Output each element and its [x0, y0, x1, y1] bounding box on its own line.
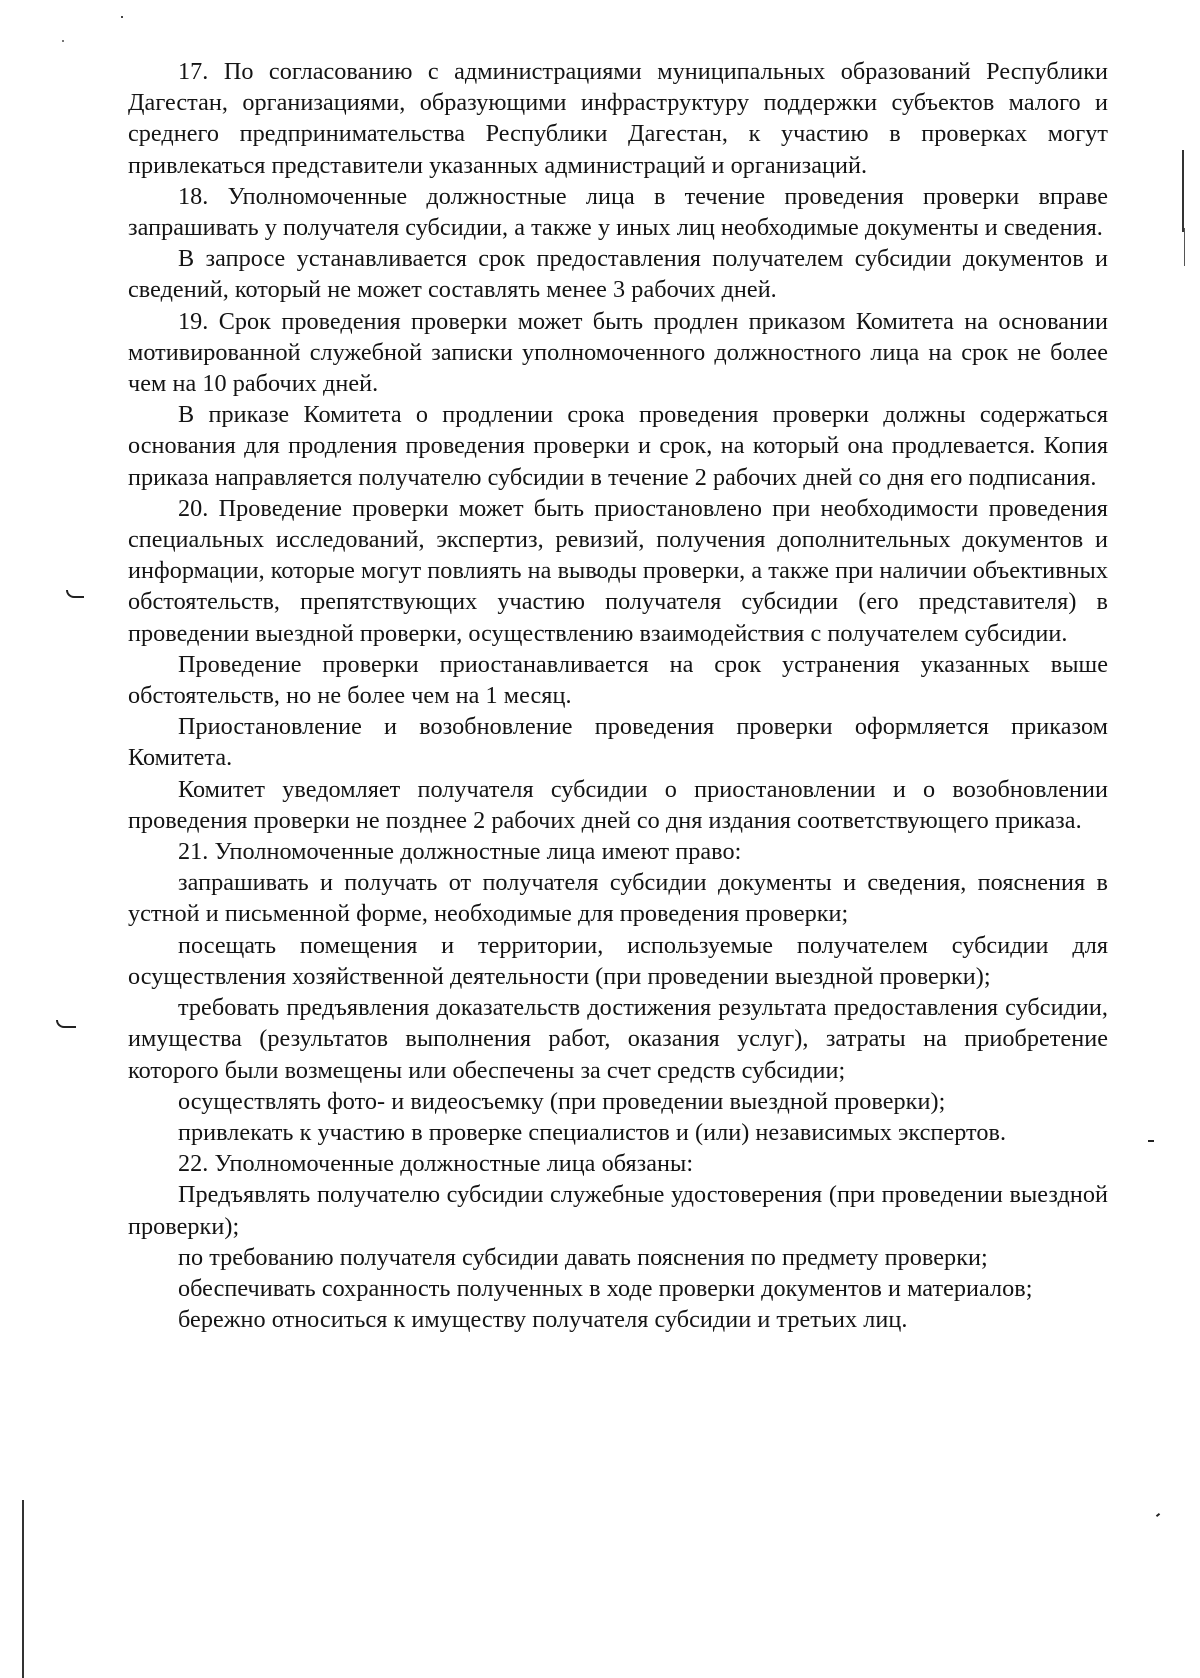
list-item-22-property: бережно относиться к имуществу получателя субсидии и третьих лиц.: [178, 1306, 908, 1334]
paragraph-20: 20. Проведение проверки может быть приостановлено при необходимости проведения специальных исследований, экспертиз, ревизий, получения дополнительных документов и информации, которые могут повлиять на выводы проверки, а также при наличии объективных обстоятельств, препятствующих участию получателя субсидии (его представителя) в проведении выездной проверки, осуществлению взаимодействия с получателем субсидии.: [128, 494, 1108, 647]
margin-mark: [66, 590, 84, 598]
margin-mark: [1148, 1140, 1154, 1142]
paragraph-20-resumption: Приостановление и возобновление проведения проверки оформляется приказом Комитета.: [128, 713, 1108, 772]
paragraph-19-order: В приказе Комитета о продлении срока проведения проверки должны содержаться основания для продления проведения проверки и срок, на который она продлевается. Копия приказа направляется получателю субсидии в течение 2 рабочих дней со дня его подписания.: [128, 401, 1108, 491]
paragraph-22: 22. Уполномоченные должностные лица обязаны:: [178, 1150, 694, 1178]
paragraph-20-notice: Комитет уведомляет получателя субсидии о приостановлении и о возобновлении проведения проверки не позднее 2 рабочих дней со дня издания соответствующего приказа.: [128, 775, 1108, 834]
list-item-22-safekeeping: обеспечивать сохранность полученных в ходе проверки документов и материалов;: [178, 1274, 1033, 1302]
margin-mark: [56, 1020, 76, 1028]
list-item-22-explanations: по требованию получателя субсидии давать пояснения по предмету проверки;: [178, 1243, 988, 1271]
paragraph-18-request: В запросе устанавливается срок предоставления получателем субсидии документов и сведений, который не может составлять менее 3 рабочих дней.: [128, 245, 1108, 304]
scan-speck: [62, 40, 64, 42]
paragraph-19: 19. Срок проведения проверки может быть продлен приказом Комитета на основании мотивированной служебной записки уполномоченного должностного лица на срок не более чем на 10 рабочих дней.: [128, 307, 1108, 398]
list-item-22-credentials: Предъявлять получателю субсидии служебные удостоверения (при проведении выездной проверки);: [128, 1181, 1108, 1240]
scan-edge-line: [1184, 228, 1185, 266]
list-item-21-request: запрашивать и получать от получателя субсидии документы и сведения, пояснения в устной и письменной форме, необходимые для проведения проверки;: [128, 869, 1108, 928]
scan-speck: [121, 16, 123, 18]
paragraph-20-suspension: Проведение проверки приостанавливается на срок устранения указанных выше обстоятельств, но не более чем на 1 месяц.: [128, 650, 1108, 710]
paragraph-18: 18. Уполномоченные должностные лица в течение проведения проверки вправе запрашивать у получателя субсидии, а также у иных лиц необходимые документы и сведения.: [128, 182, 1108, 242]
scan-edge-line: [1182, 150, 1184, 232]
list-item-21-visit: посещать помещения и территории, используемые получателем субсидии для осуществления хозяйственной деятельности (при проведении выездной проверки);: [128, 931, 1108, 990]
paragraph-17: 17. По согласованию с администрациями муниципальных образований Республики Дагестан, организациями, образующими инфраструктуру поддержки субъектов малого и среднего предпринимательства Республики Дагестан, к участию в проверках могут привлекаться представители указанных администраций и организаций.: [128, 58, 1108, 179]
list-item-21-evidence: требовать предъявления доказательств достижения результата предоставления субсидии, имущества (результатов выполнения работ, оказания услуг), затраты на приобретение которого были возмещены или обеспечены за счет средств субсидии;: [128, 994, 1108, 1084]
document-body: [128, 56, 1108, 1335]
scan-edge-line: [22, 1500, 24, 1678]
scan-speck: [1156, 1513, 1160, 1517]
list-item-21-experts: привлекать к участию в проверке специалистов и (или) независимых экспертов.: [178, 1118, 1007, 1146]
paragraph-21: 21. Уполномоченные должностные лица имеют право:: [178, 838, 742, 866]
list-item-21-photo: осуществлять фото- и видеосъемку (при проведении выездной проверки);: [178, 1087, 946, 1115]
